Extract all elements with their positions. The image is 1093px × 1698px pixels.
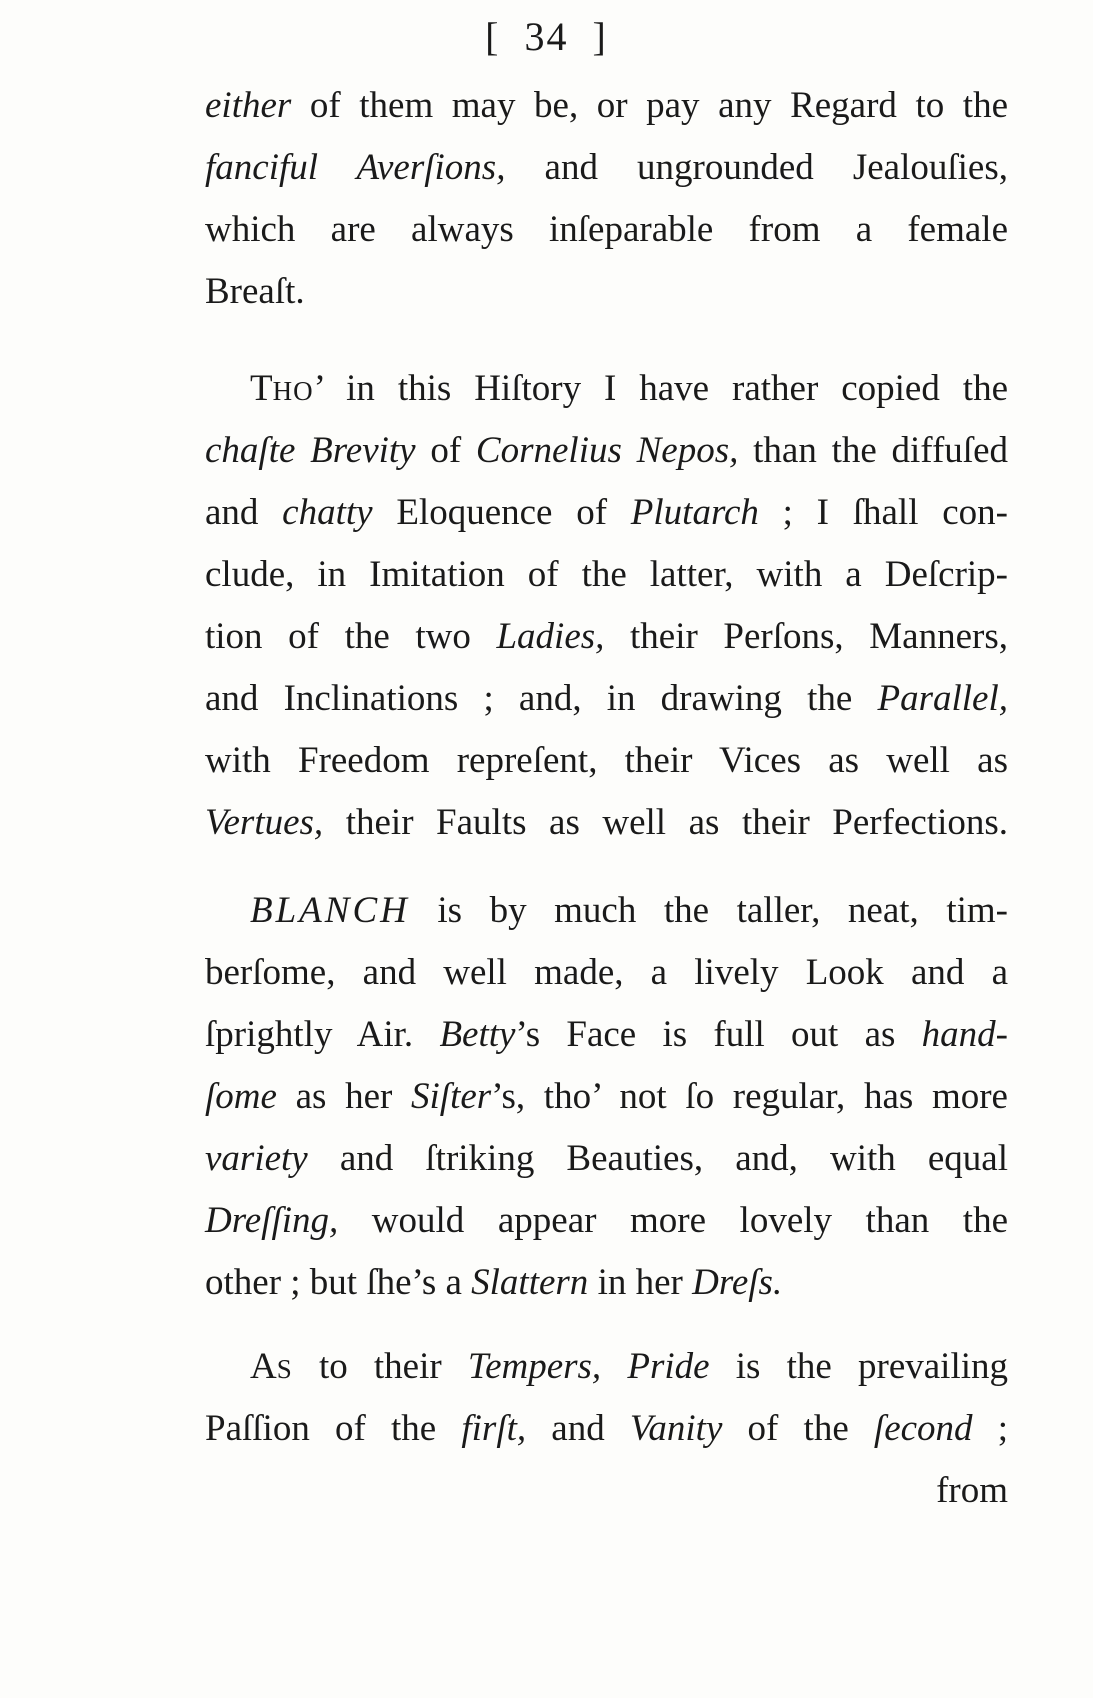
italic-run: firſt, <box>461 1408 527 1449</box>
text-run: their Faults as well as their Perfections. <box>323 802 1008 843</box>
text-run: and Inclinations ; and, in drawing the <box>205 678 878 719</box>
text-line <box>205 942 1008 1004</box>
text-run: which are always inſeparable from a female <box>205 209 1008 250</box>
text-run: of <box>415 430 476 471</box>
italic-run: either <box>205 85 292 126</box>
text-run: ’s, tho’ not ſo regular, has more <box>491 1076 1008 1117</box>
italic-run: Parallel, <box>877 678 1008 719</box>
text-run: T <box>250 368 273 409</box>
italic-run: Dreſſing, <box>205 1200 339 1241</box>
paragraph-3 <box>205 880 1008 1314</box>
text-line <box>205 606 1008 668</box>
text-run: with Freedom repreſent, their Vices as well as <box>205 740 1008 781</box>
text-run: to their <box>292 1346 468 1387</box>
italic-run: Betty <box>439 1014 516 1055</box>
text-run: their Perſons, Manners, <box>604 616 1008 657</box>
italic-run: ſecond <box>873 1408 973 1449</box>
text-line <box>205 792 1008 854</box>
text-run: in her <box>588 1262 693 1303</box>
text-line <box>205 261 1008 323</box>
text-run: other ; but ſhe’s a <box>205 1262 472 1303</box>
text-line <box>205 1460 1008 1522</box>
text-line <box>205 199 1008 261</box>
small-caps-run: HO <box>272 376 314 406</box>
text-run <box>601 1346 627 1387</box>
italic-run: hand- <box>921 1014 1008 1055</box>
text-line <box>205 482 1008 544</box>
text-run: of the <box>722 1408 874 1449</box>
paragraph-4 <box>205 1336 1008 1522</box>
italic-run: fanciful Averſions, <box>205 147 506 188</box>
text-run: is by much the taller, neat, tim- <box>409 890 1008 931</box>
italic-run: Vertues, <box>205 802 324 843</box>
small-caps-run: S <box>276 1354 293 1384</box>
italic-run: Siſter <box>411 1076 492 1117</box>
italic-run: chaſte Brevity <box>205 430 416 471</box>
italic-run: Plutarch <box>630 492 759 533</box>
italic-run: chatty <box>282 492 373 533</box>
italic-run: variety <box>205 1138 308 1179</box>
text-run: would appear more lovely than the <box>338 1200 1008 1241</box>
text-run: ; I ſhall con- <box>758 492 1008 533</box>
text-run: berſome, and well made, a lively Look and a <box>205 952 1008 993</box>
italic-run: Tempers, <box>467 1346 602 1387</box>
text-run: Breaſt. <box>205 271 305 312</box>
italic-run: Dreſs. <box>692 1262 783 1303</box>
text-run: and ungrounded Jealouſies, <box>505 147 1008 188</box>
text-run: Eloquence of <box>372 492 631 533</box>
text-line <box>205 420 1008 482</box>
text-run: clude, in Imitation of the latter, with a Deſcrip- <box>205 554 1008 595</box>
text-run: of them may be, or pay any Regard to the <box>291 85 1008 126</box>
text-run: than the diffuſed <box>738 430 1008 471</box>
text-run: and <box>526 1408 630 1449</box>
italic-run: Ladies, <box>496 616 605 657</box>
text-run: ’ in this Hiſtory I have rather copied the <box>313 368 1008 409</box>
text-line <box>205 1252 1008 1314</box>
text-run: ; <box>972 1408 1008 1449</box>
text-line <box>205 75 1008 137</box>
text-line <box>205 668 1008 730</box>
text-line <box>205 544 1008 606</box>
text-line <box>205 1128 1008 1190</box>
text-line <box>205 730 1008 792</box>
text-line <box>205 1336 1008 1398</box>
text-line <box>205 137 1008 199</box>
text-run: as her <box>276 1076 412 1117</box>
text-run: and ſtriking Beauties, and, with equal <box>307 1138 1008 1179</box>
text-line <box>205 358 1008 420</box>
paragraph-1 <box>205 75 1008 323</box>
text-line <box>205 1398 1008 1460</box>
italic-run: Pride <box>627 1346 710 1387</box>
italic-run: Vanity <box>629 1408 723 1449</box>
page-header <box>0 12 1093 62</box>
text-run: A <box>250 1346 277 1387</box>
bracket-close: ] <box>592 14 608 59</box>
page-number: 34 <box>524 14 569 59</box>
bracket-open: [ <box>485 14 501 59</box>
text-run: ’s Face is full out as <box>515 1014 922 1055</box>
text-run: is the prevailing <box>709 1346 1009 1387</box>
text-run: and <box>205 492 283 533</box>
text-line <box>205 1066 1008 1128</box>
text-run: Paſſion of the <box>205 1408 462 1449</box>
text-run: from <box>936 1470 1008 1511</box>
italic-run: BLANCH <box>250 890 410 931</box>
text-run: tion of the two <box>205 616 497 657</box>
italic-run: Slattern <box>471 1262 589 1303</box>
text-run: ſprightly Air. <box>205 1014 440 1055</box>
text-line <box>205 1190 1008 1252</box>
text-line <box>205 880 1008 942</box>
text-line <box>205 1004 1008 1066</box>
paragraph-2 <box>205 358 1008 854</box>
italic-run: Cornelius Nepos, <box>475 430 739 471</box>
italic-run: ſome <box>205 1076 277 1117</box>
